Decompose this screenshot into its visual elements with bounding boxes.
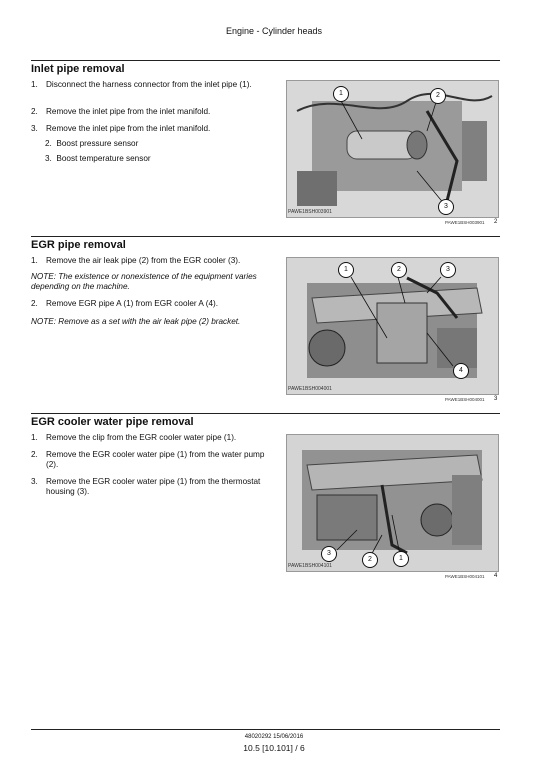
sub-item-text: Boost pressure sensor: [56, 139, 139, 148]
figure-code: PAWE1BSH003901: [288, 209, 332, 215]
figure-egr-cooler-water-pipe-engine-photo: [286, 434, 499, 572]
figure-inlet-pipe-engine-photo: [286, 80, 499, 218]
sub-item-number: 2.: [45, 139, 52, 148]
step-item: [31, 80, 276, 90]
section-divider: [31, 413, 500, 414]
figure-callout: 4: [453, 363, 469, 379]
footer-divider: [31, 729, 500, 730]
step-item: [31, 107, 276, 117]
note-text: NOTE: The existence or nonexistence of the equipment varies depending on the machine.: [31, 272, 257, 291]
figure-callout: 2: [391, 262, 407, 278]
footer-document-id: 48020292 15/06/2016: [244, 734, 304, 740]
sub-item-text: Boost temperature sensor: [56, 154, 151, 163]
step-item: [31, 299, 276, 309]
step-number: 2.: [31, 299, 38, 308]
step-text: Remove the clip from the EGR cooler water pipe (1).: [46, 433, 237, 442]
section-divider: [31, 60, 500, 61]
figure-number: 3: [494, 396, 498, 402]
footer-page-number: 10.5 [10.101] / 6: [243, 743, 305, 753]
section-divider: [31, 236, 500, 237]
step-number: 1.: [31, 80, 38, 89]
figure-number: 2: [494, 219, 498, 225]
sub-item-number: 3.: [45, 154, 52, 163]
step-text: Remove the air leak pipe (2) from the EGR cooler (3).: [46, 256, 241, 265]
step-text: Remove the inlet pipe from the inlet manifold.: [46, 124, 211, 133]
step-item: [31, 433, 276, 443]
step-text: Remove EGR pipe A (1) from EGR cooler A (4).: [46, 299, 218, 308]
step-text: Remove the EGR cooler water pipe (1) from the water pump (2).: [46, 450, 265, 469]
step-text: Disconnect the harness connector from the inlet pipe (1).: [46, 80, 252, 89]
figure-reference: PAWE1BSH004101: [445, 574, 485, 579]
section-title-inlet-pipe: Inlet pipe removal: [31, 63, 125, 75]
section-title-egr-pipe: EGR pipe removal: [31, 239, 126, 251]
step-number: 1.: [31, 433, 38, 442]
engine-photo-illustration: [287, 435, 498, 571]
sub-item: [45, 154, 151, 164]
figure-callout: 3: [440, 262, 456, 278]
step-number: 2.: [31, 450, 38, 459]
section-title-egr-cooler-water-pipe: EGR cooler water pipe removal: [31, 416, 194, 428]
figure-callout: 1: [333, 86, 349, 102]
step-number: 2.: [31, 107, 38, 116]
figure-callout: 1: [338, 262, 354, 278]
figure-code: PAWE1BSH004001: [288, 386, 332, 392]
page-header-title: Engine - Cylinder heads: [225, 26, 323, 36]
figure-callout: 1: [393, 551, 409, 567]
step-number: 3.: [31, 124, 38, 133]
note-text: NOTE: Remove as a set with the air leak pipe (2) bracket.: [31, 317, 241, 326]
figure-egr-pipe-engine-photo: [286, 257, 499, 395]
step-text: Remove the inlet pipe from the inlet manifold.: [46, 107, 211, 116]
engine-photo-illustration: [287, 81, 498, 217]
step-item: [31, 256, 276, 266]
figure-callout: 3: [321, 546, 337, 562]
figure-code: PAWE1BSH004101: [288, 563, 332, 569]
step-item: [31, 450, 276, 470]
figure-reference: PAWE1BSH004001: [445, 397, 485, 402]
step-text: Remove the EGR cooler water pipe (1) from the thermostat housing (3).: [46, 477, 261, 496]
figure-number: 4: [494, 573, 498, 579]
step-item: [31, 124, 276, 134]
step-item: [31, 477, 276, 497]
sub-item: [45, 139, 138, 149]
figure-callout: 2: [430, 88, 446, 104]
step-number: 3.: [31, 477, 38, 486]
figure-reference: PAWE1BSH003901: [445, 220, 485, 225]
figure-callout: 2: [362, 552, 378, 568]
figure-callout: 3: [438, 199, 454, 215]
step-number: 1.: [31, 256, 38, 265]
